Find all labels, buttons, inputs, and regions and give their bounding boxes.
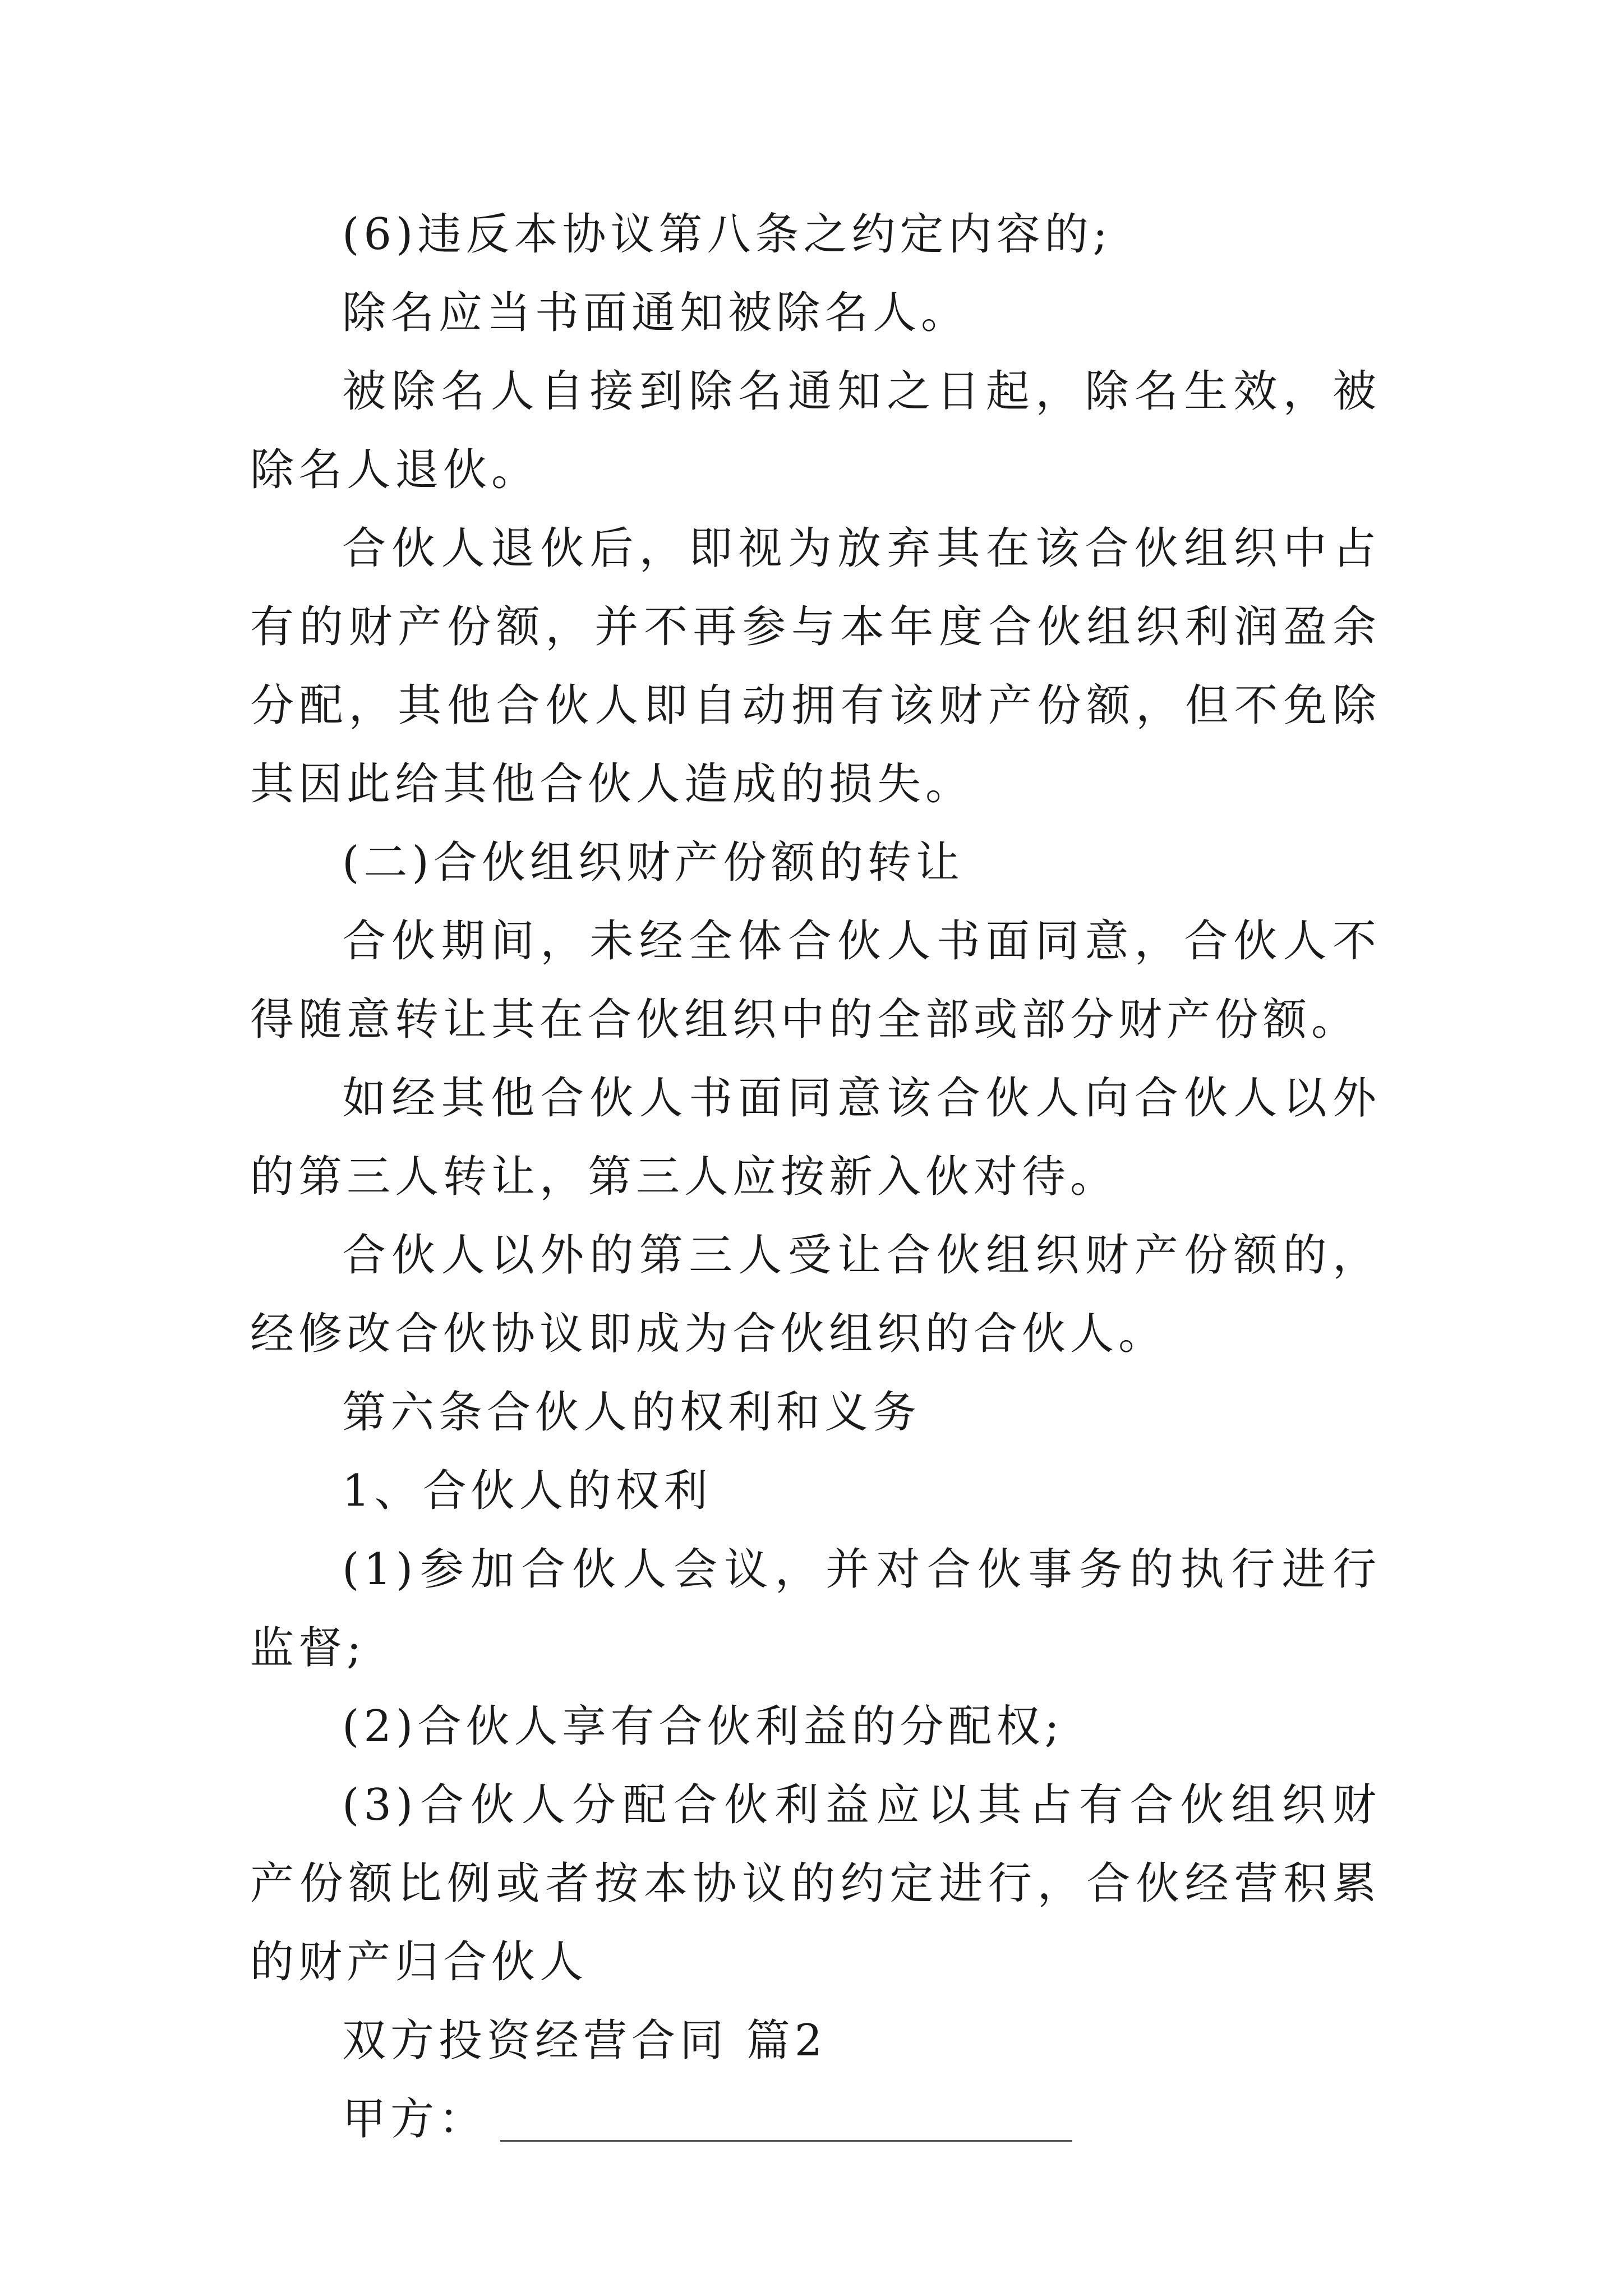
paragraph-third-party-transfer: 如经其他合伙人书面同意该合伙人向合伙人以外的第三人转让，第三人应按新入伙对待。 bbox=[250, 1073, 1381, 1202]
contract-title-part-2: 双方投资经营合同 篇2 bbox=[342, 2016, 827, 2066]
section-heading-share-transfer: (二)合伙组织财产份额的转让 bbox=[342, 838, 964, 888]
paragraph-right-3: (3)合伙人分配合伙利益应以其占有合伙组织财产份额比例或者按本协议的约定进行，合伙经营积累的财产归合伙人 bbox=[250, 1780, 1381, 1987]
article-heading-rights-obligations: 第六条合伙人的权利和义务 bbox=[342, 1387, 921, 1438]
paragraph-withdrawal-share: 合伙人退伙后，即视为放弃其在该合伙组织中占有的财产份额，并不再参与本年度合伙组织利润盈余分配，其他合伙人即自动拥有该财产份额，但不免除其因此给其他合伙人造成的损失。 bbox=[250, 523, 1381, 809]
party-a-label: 甲方： bbox=[342, 2094, 487, 2145]
paragraph-transfer-consent: 合伙期间，未经全体合伙人书面同意，合伙人不得随意转让其在合伙组织中的全部或部分财产份额。 bbox=[250, 916, 1381, 1045]
document-body bbox=[250, 195, 1381, 2159]
paragraph-clause-6: (6)违反本协议第八条之约定内容的; bbox=[342, 209, 1112, 260]
paragraph-expulsion-notice: 除名应当书面通知被除名人。 bbox=[342, 288, 970, 338]
paragraph-right-1: (1)参加合伙人会议，并对合伙事务的执行进行监督; bbox=[250, 1544, 1381, 1673]
paragraph-right-2: (2)合伙人享有合伙利益的分配权; bbox=[342, 1701, 1064, 1752]
party-a-blank bbox=[500, 2140, 1072, 2142]
paragraph-expulsion-effective: 被除名人自接到除名通知之日起，除名生效，被除名人退伙。 bbox=[250, 366, 1381, 495]
party-a-line bbox=[250, 2080, 1381, 2159]
subheading-partner-rights: 1、合伙人的权利 bbox=[342, 1466, 712, 1516]
paragraph-third-party-partner: 合伙人以外的第三人受让合伙组织财产份额的，经修改合伙协议即成为合伙组织的合伙人。 bbox=[250, 1230, 1381, 1359]
